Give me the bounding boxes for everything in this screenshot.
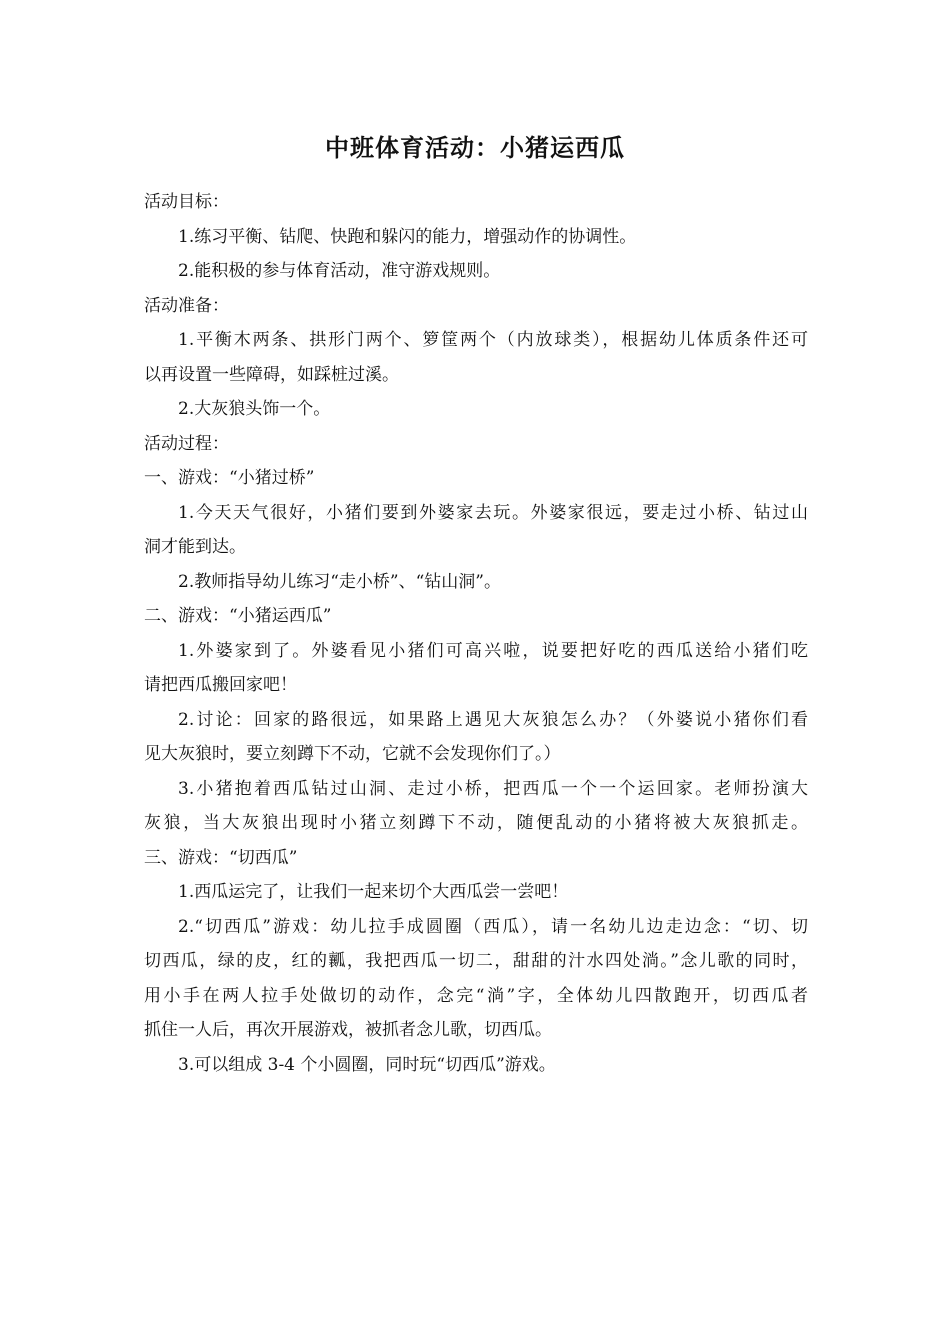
subsection-heading: 三、游戏：“切西瓜”: [144, 847, 298, 868]
paragraph-line: 切西瓜，绿的皮，红的瓤，我把西瓜一切二，甜甜的汁水四处淌。”念儿歌的同时，: [144, 951, 808, 971]
paragraph-line: 2.讨论：回家的路很远，如果路上遇见大灰狼怎么办？（外婆说小猪你们看: [178, 709, 808, 730]
paragraph-line: 1.今天天气很好，小猪们要到外婆家去玩。外婆家很远，要走过小桥、钻过山: [178, 502, 808, 523]
paragraph-line: 1.外婆家到了。外婆看见小猪们可高兴啦，说要把好吃的西瓜送给小猪们吃: [178, 640, 808, 661]
paragraph-line: 2.大灰狼头饰一个。: [178, 399, 331, 419]
paragraph-line: 2.“切西瓜”游戏：幼儿拉手成圆圈（西瓜），请一名幼儿边走边念：“切、切: [178, 916, 808, 937]
paragraph-line: 2.能积极的参与体育活动，准守游戏规则。: [178, 261, 501, 281]
paragraph-line: 1.西瓜运完了，让我们一起来切个大西瓜尝一尝吧！: [178, 882, 569, 902]
document-title: 中班体育活动：小猪运西瓜: [325, 134, 625, 162]
paragraph-line: 1.练习平衡、钻爬、快跑和躲闪的能力，增强动作的协调性。: [178, 226, 637, 247]
subsection-heading: 二、游戏：“小猪运西瓜”: [144, 606, 332, 626]
paragraph-line: 2.教师指导幼儿练习“走小桥”、“钻山洞”。: [178, 571, 501, 592]
paragraph-line: 抓住一人后，再次开展游戏，被抓者念儿歌，切西瓜。: [144, 1020, 552, 1040]
paragraph-line: 请把西瓜搬回家吧！: [144, 675, 297, 695]
paragraph-line: 3.小猪抱着西瓜钻过山洞、走过小桥，把西瓜一个一个运回家。老师扮演大: [178, 778, 808, 799]
section-heading-preparation: 活动准备：: [144, 295, 229, 316]
paragraph-line: 1.平衡木两条、拱形门两个、箩筐两个（内放球类），根据幼儿体质条件还可: [178, 330, 808, 350]
paragraph-line: 用小手在两人拉手处做切的动作，念完“淌”字，全体幼儿四散跑开，切西瓜者: [144, 985, 808, 1006]
document-body: [144, 185, 808, 1082]
paragraph-line: 3.可以组成 3-4 个小圆圈，同时玩“切西瓜”游戏。: [178, 1054, 556, 1075]
paragraph-line: 见大灰狼时，要立刻蹲下不动，它就不会发现你们了。）: [144, 744, 561, 764]
paragraph-line: 洞才能到达。: [144, 537, 246, 557]
subsection-heading: 一、游戏：“小猪过桥”: [144, 468, 315, 488]
paragraph-line: 以再设置一些障碍，如踩桩过溪。: [144, 364, 399, 385]
paragraph-line: 灰狼，当大灰狼出现时小猪立刻蹲下不动，随便乱动的小猪将被大灰狼抓走。: [144, 813, 808, 833]
section-heading-goals: 活动目标：: [144, 192, 229, 212]
section-heading-process: 活动过程：: [144, 433, 229, 454]
